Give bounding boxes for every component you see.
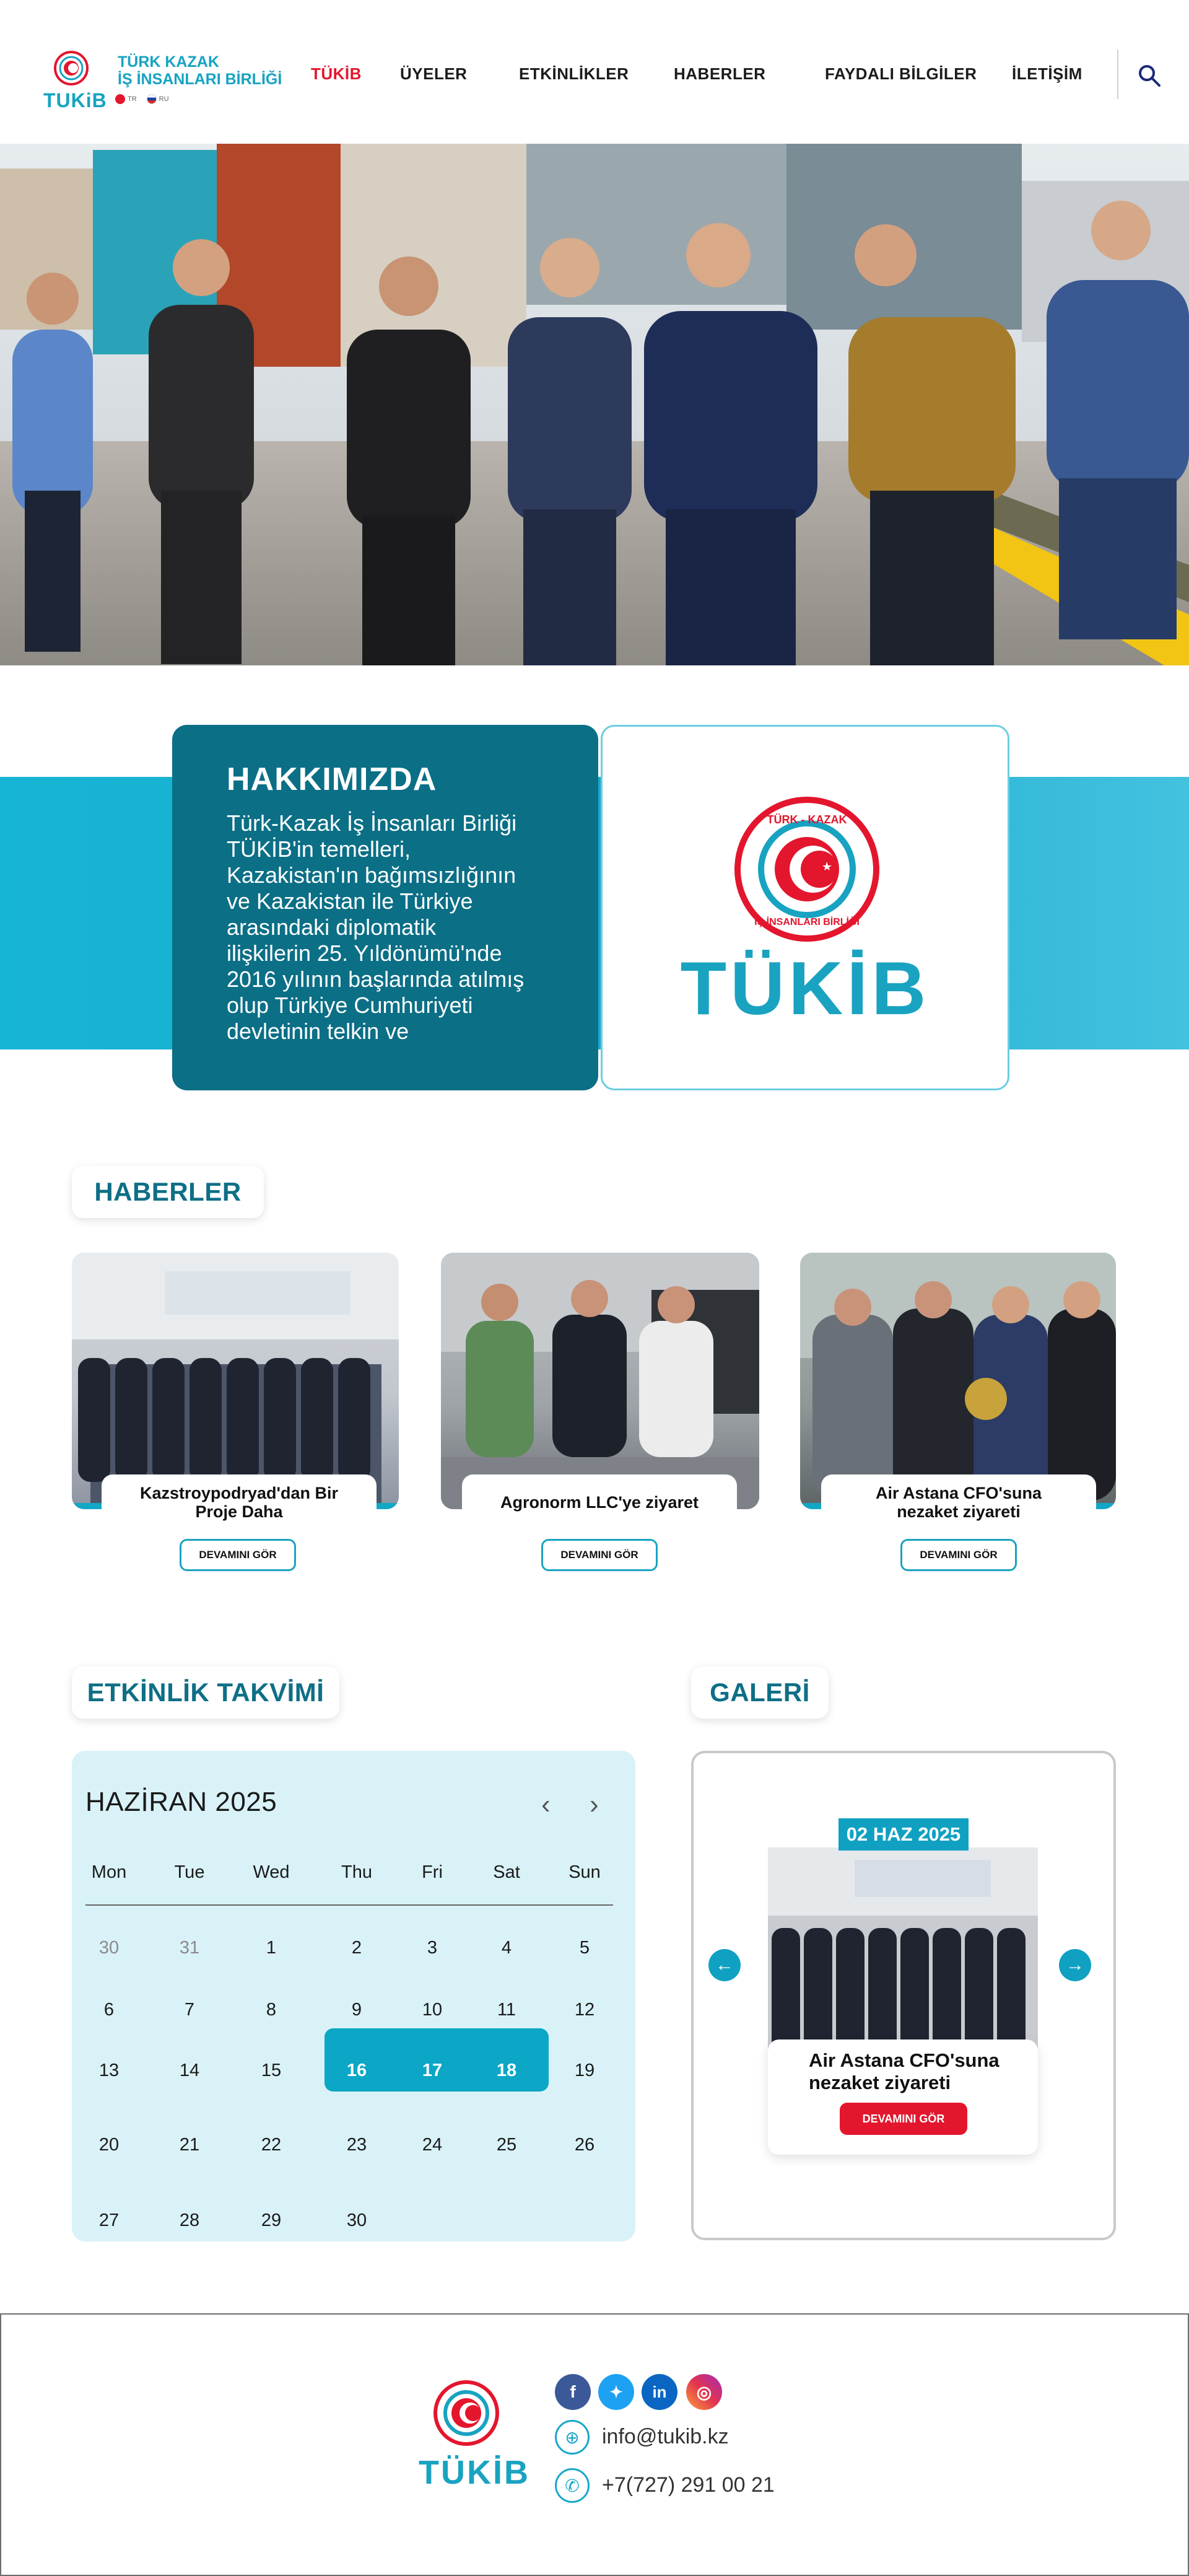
flag-ru-icon	[147, 94, 157, 104]
news-card-image[interactable]	[441, 1253, 759, 1509]
lang-label: RU	[159, 95, 169, 103]
calendar-day[interactable]: 23	[346, 2135, 367, 2155]
nav-faydali-bilgiler[interactable]: FAYDALI BİLGİLER	[825, 64, 977, 83]
tukib-seal-icon	[733, 795, 881, 944]
seal-bottom-text: İŞ İNSANLARI BİRLİĞİ	[754, 917, 860, 927]
calendar-weekday: Mon	[91, 1862, 127, 1882]
news-title-line: Agronorm LLC'ye ziyaret	[500, 1493, 699, 1512]
news-title-line: Air Astana CFO'suna	[876, 1484, 1042, 1502]
calendar-day[interactable]: 6	[103, 2000, 115, 2020]
calendar-day[interactable]: 8	[266, 2000, 277, 2020]
calendar-day[interactable]: 3	[427, 1938, 438, 1958]
seal-top-text: TÜRK - KAZAK	[767, 813, 847, 826]
about-text-line: 2016 yılının başlarında atılmış	[227, 966, 525, 992]
lang-ru[interactable]	[147, 94, 169, 104]
footer-logo-icon[interactable]	[432, 2379, 500, 2447]
about-title: HAKKIMIZDA	[227, 761, 437, 797]
news-caption	[102, 1474, 377, 1530]
calendar-weekday: Sun	[568, 1862, 601, 1882]
calendar-weekday: Fri	[422, 1862, 443, 1882]
about-text-line: arasındaki diplomatik	[227, 914, 437, 940]
calendar-day[interactable]: 11	[497, 2000, 516, 2020]
about-text	[227, 810, 544, 1045]
news-title-line: Proje Daha	[195, 1502, 283, 1521]
nav-tukib[interactable]: TÜKİB	[311, 64, 362, 83]
gallery-photo	[768, 1847, 1038, 2052]
calendar-day[interactable]: 30	[98, 1938, 120, 1958]
calendar-day[interactable]: 9	[351, 2000, 362, 2020]
calendar-day[interactable]: 28	[179, 2210, 200, 2230]
gallery-section-title: GALERİ	[691, 1667, 829, 1719]
nav-uyeler[interactable]: ÜYELER	[400, 64, 468, 83]
calendar-day[interactable]: 4	[501, 1938, 512, 1958]
calendar-weekday: Thu	[341, 1862, 372, 1882]
linkedin-icon[interactable]: in	[642, 2374, 677, 2410]
gallery-caption-card	[768, 2039, 1038, 2155]
calendar-day[interactable]: 25	[496, 2135, 517, 2155]
logo-icon[interactable]	[43, 50, 99, 87]
calendar-section-title: ETKİNLİK TAKVİMİ	[72, 1667, 339, 1719]
calendar-day[interactable]: 20	[98, 2135, 120, 2155]
nav-divider	[1117, 50, 1118, 99]
gallery-caption-line: Air Astana CFO'suna	[809, 2049, 1000, 2071]
about-text-line: ilişkilerin 25. Yıldönümü'nde	[227, 940, 502, 966]
brand-title-line: TÜRK KAZAK	[118, 53, 219, 71]
calendar-day[interactable]: 10	[422, 2000, 443, 2020]
gallery-prev-icon[interactable]: ←	[708, 1949, 741, 1981]
gallery-image[interactable]	[768, 1847, 1038, 2052]
calendar-day[interactable]: 22	[261, 2135, 282, 2155]
search-icon[interactable]	[1137, 63, 1162, 88]
event-calendar	[72, 1751, 635, 2241]
calendar-day[interactable]: 27	[98, 2210, 120, 2230]
about-text-line: Kazakistan'ın bağımsızlığının	[227, 862, 516, 888]
calendar-day[interactable]: 1	[266, 1938, 277, 1958]
calendar-day[interactable]: 16	[346, 2061, 367, 2080]
nav-haberler[interactable]: HABERLER	[674, 64, 766, 83]
calendar-weekday: Sat	[493, 1862, 520, 1882]
site-footer	[0, 2313, 1189, 2576]
calendar-day[interactable]: 15	[261, 2061, 282, 2080]
calendar-day[interactable]: 31	[179, 1938, 200, 1958]
calendar-day[interactable]: 2	[351, 1938, 362, 1958]
instagram-icon[interactable]: ◎	[686, 2374, 722, 2410]
news-more-button[interactable]: DEVAMINI GÖR	[541, 1539, 658, 1571]
calendar-event-range[interactable]	[324, 2028, 549, 2092]
about-text-line: Türk-Kazak İş İnsanları Birliği	[227, 810, 517, 836]
news-title-line: Kazstroypodryad'dan Bir	[140, 1484, 338, 1502]
news-more-button[interactable]: DEVAMINI GÖR	[180, 1539, 296, 1571]
lang-label: TR	[128, 95, 137, 103]
phone-icon: ✆	[555, 2468, 590, 2503]
logo-wordmark[interactable]: TUKiB	[43, 89, 107, 112]
calendar-day[interactable]: 21	[179, 2135, 200, 2155]
about-card	[172, 725, 598, 1090]
calendar-month-label: HAZİRAN 2025	[85, 1787, 277, 1817]
brand-title[interactable]	[118, 53, 282, 88]
nav-iletisim[interactable]: İLETİŞİM	[1012, 64, 1082, 83]
calendar-day[interactable]: 17	[422, 2061, 443, 2080]
calendar-day[interactable]: 19	[574, 2061, 595, 2080]
calendar-prev-icon[interactable]: ‹	[541, 1789, 551, 1820]
lang-tr[interactable]	[115, 94, 137, 104]
web-icon: ⊕	[555, 2420, 590, 2455]
news-caption	[462, 1474, 737, 1530]
about-logo-card	[601, 725, 1009, 1090]
site-header	[0, 0, 1189, 144]
calendar-day[interactable]: 12	[574, 2000, 595, 2020]
news-title-line: nezaket ziyareti	[897, 1502, 1021, 1521]
footer-email[interactable]: info@tukib.kz	[602, 2425, 729, 2448]
nav-etkinlikler[interactable]: ETKİNLİKLER	[519, 64, 629, 83]
calendar-day[interactable]: 14	[179, 2061, 200, 2080]
calendar-day[interactable]: 30	[346, 2210, 367, 2230]
news-card-image[interactable]	[800, 1253, 1116, 1509]
about-text-line: TÜKİB'in temelleri,	[227, 836, 411, 862]
calendar-day[interactable]: 7	[184, 2000, 195, 2020]
gallery-date-badge: 02 HAZ 2025	[838, 1818, 969, 1851]
hero-illustration	[0, 144, 1189, 665]
about-logo-wordmark: TÜKİB	[680, 946, 930, 1030]
calendar-day[interactable]: 18	[496, 2061, 517, 2080]
footer-phone[interactable]: +7(727) 291 00 21	[602, 2473, 775, 2497]
calendar-divider	[85, 1904, 613, 1906]
brand-title-line: İŞ İNSANLARI BİRLİĞİ	[118, 71, 282, 88]
footer-logo-wordmark[interactable]: TÜKİB	[419, 2454, 530, 2491]
facebook-icon[interactable]: f	[555, 2374, 591, 2410]
calendar-day[interactable]: 26	[574, 2135, 595, 2155]
calendar-day[interactable]: 29	[261, 2210, 282, 2230]
news-section-title: HABERLER	[72, 1166, 264, 1218]
calendar-day[interactable]: 13	[98, 2061, 120, 2080]
gallery-caption-line: nezaket ziyareti	[809, 2072, 951, 2093]
gallery-more-button[interactable]: DEVAMINI GÖR	[840, 2103, 967, 2135]
gallery-caption	[809, 2049, 1000, 2094]
twitter-icon[interactable]: ✦	[598, 2374, 634, 2410]
calendar-day[interactable]: 5	[579, 1938, 590, 1958]
news-photo-2	[441, 1253, 759, 1509]
news-caption	[821, 1474, 1096, 1530]
news-card-image[interactable]	[72, 1253, 399, 1509]
news-more-button[interactable]: DEVAMINI GÖR	[900, 1539, 1017, 1571]
hero-photo	[0, 144, 1189, 665]
news-photo-3	[800, 1253, 1116, 1509]
calendar-day[interactable]: 24	[422, 2135, 443, 2155]
about-text-line: ve Kazakistan ile Türkiye	[227, 888, 473, 914]
about-text-line: devletinin telkin ve	[227, 1019, 409, 1044]
about-text-line: olup Türkiye Cumhuriyeti	[227, 992, 473, 1018]
calendar-weekday: Tue	[174, 1862, 205, 1882]
news-photo-1	[72, 1253, 399, 1509]
gallery-next-icon[interactable]: →	[1059, 1949, 1091, 1981]
calendar-next-icon[interactable]: ›	[590, 1789, 599, 1820]
calendar-weekday: Wed	[253, 1862, 290, 1882]
language-switcher	[115, 94, 169, 104]
flag-tr-icon	[115, 94, 125, 104]
